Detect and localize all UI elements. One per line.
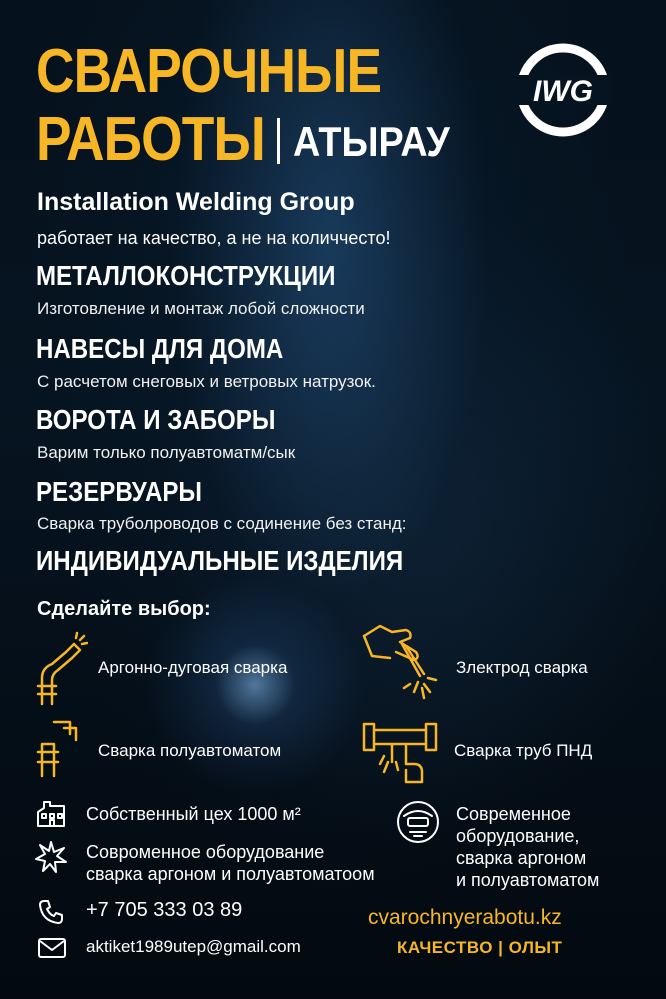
service-desc: Изготовление и монтаж лобой сложности xyxy=(37,299,365,318)
company-tagline: работает на качество, а не на количчесто! xyxy=(37,228,391,248)
feature-text-line: и полуавтоматом xyxy=(456,870,600,890)
option-label: Сварка полуавтоматом xyxy=(98,741,282,760)
service-desc: С расчетом снеговых и ветровых натрузок. xyxy=(37,372,376,391)
company-name: Installation Welding Group xyxy=(37,188,355,216)
service-desc: Варим только полуавтоматм/сык xyxy=(37,443,296,462)
option-label: Сварка труб ПНД xyxy=(454,741,593,760)
feature-text-line: Современное xyxy=(456,804,571,824)
city-name: АТЫРАУ xyxy=(293,118,450,165)
website-link[interactable]: cvarochnyerabotu.kz xyxy=(368,906,562,929)
feature-text-line: сварка аргоном и полуавтоматоом xyxy=(86,864,375,884)
title-line-1: СВАРОЧНЫЕ xyxy=(36,37,382,106)
semiauto-torch-icon xyxy=(34,718,84,778)
service-title: РЕЗЕРВУАРЫ xyxy=(36,476,203,507)
service-title: ИНДИВИДУАЛЬНЫЕ ИЗДЕЛИЯ xyxy=(36,545,404,576)
title-line-2: РАБОТЫ xyxy=(36,105,265,174)
argon-torch-icon xyxy=(32,630,88,706)
option-label: Злектрод сварка xyxy=(456,658,588,677)
welder-mask-icon xyxy=(394,798,442,846)
feature-text: Собственный цех 1000 м² xyxy=(86,804,301,824)
service-desc: Сварка труболроводов с содинение без станд: xyxy=(37,514,407,533)
feature-text-line: оборудование, xyxy=(456,826,580,846)
email-icon xyxy=(38,938,66,958)
email-address[interactable]: aktiket1989utep@gmail.com xyxy=(86,937,301,956)
factory-icon xyxy=(36,800,66,828)
option-label: Аргонно-дуговая сварка xyxy=(98,658,288,677)
welding-spark-icon xyxy=(34,840,68,874)
service-title: МЕТАЛЛОКОНСТРУКЦИИ xyxy=(36,260,336,291)
pipe-welding-icon xyxy=(362,716,440,788)
phone-icon xyxy=(38,899,64,925)
service-title: ВОРОТА И ЗАБОРЫ xyxy=(36,404,276,435)
title-divider xyxy=(277,118,280,164)
service-title: НАВЕСЫ ДЛЯ ДОМА xyxy=(36,333,284,364)
motto: КАЧЕСТВО | ОЛЫТ xyxy=(397,938,563,957)
feature-text-line: сварка аргоном xyxy=(456,848,587,868)
phone-number[interactable]: +7 705 333 03 89 xyxy=(86,899,243,921)
choose-heading: Сделайте выбор: xyxy=(37,598,211,620)
electrode-hand-icon xyxy=(360,622,440,702)
feature-text-line: Совроменное оборудование xyxy=(86,842,325,862)
logo-text: IWG xyxy=(533,75,593,108)
iwg-logo xyxy=(515,42,611,138)
